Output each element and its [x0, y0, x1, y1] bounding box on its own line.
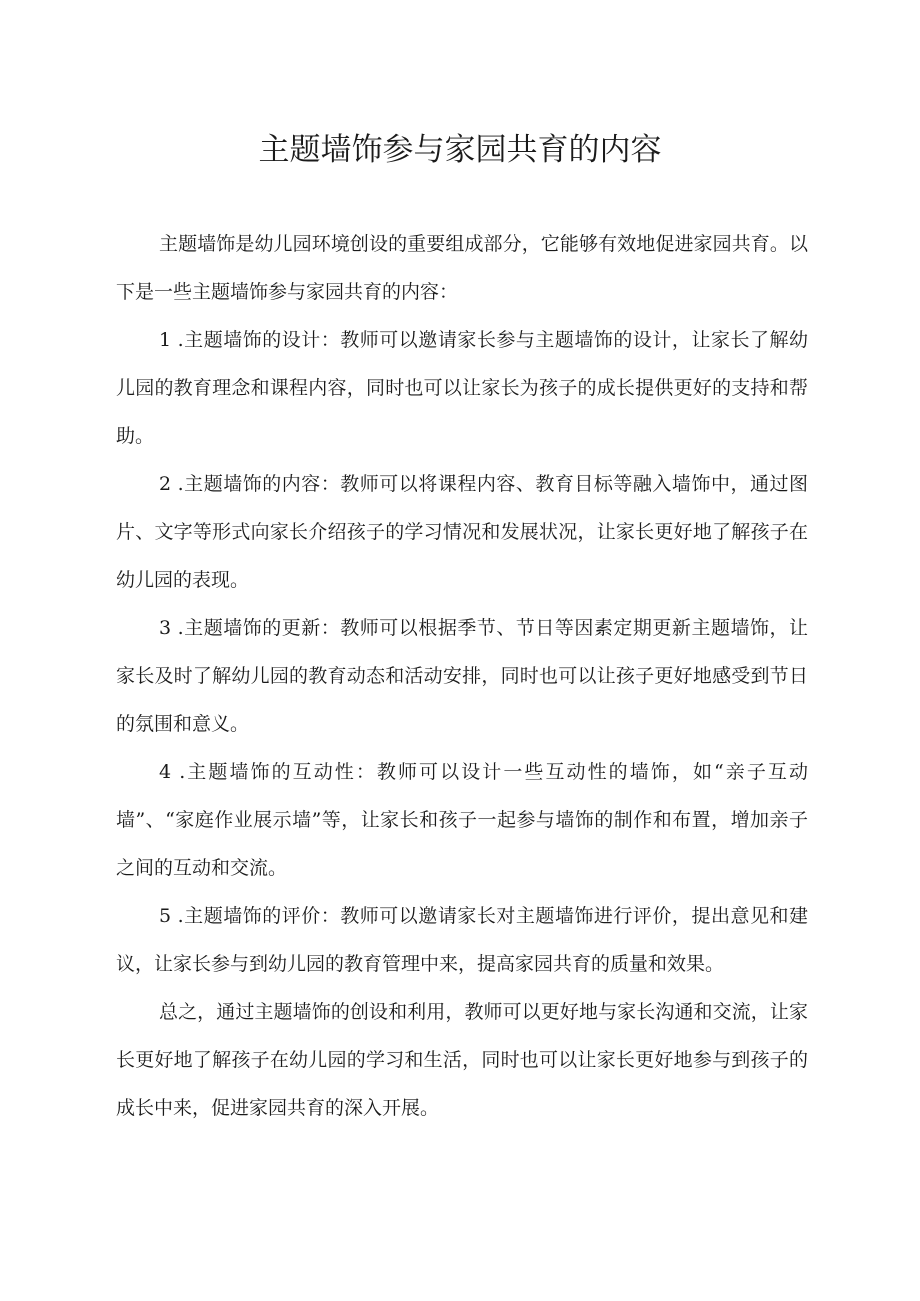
item-update-paragraph: 3 .主题墙饰的更新：教师可以根据季节、节日等因素定期更新主题墙饰，让家长及时了解幼儿园的教育动态和活动安排，同时也可以让孩子更好地感受到节日的氛围和意义。: [116, 617, 808, 735]
intro-paragraph: 主题墙饰是幼儿园环境创设的重要组成部分，它能够有效地促进家园共育。以下是一些主题墙饰参与家园共育的内容：: [116, 233, 808, 303]
conclusion-paragraph: 总之，通过主题墙饰的创设和利用，教师可以更好地与家长沟通和交流，让家长更好地了解孩子在幼儿园的学习和生活，同时也可以让家长更好地参与到孩子的成长中来，促进家园共育的深入开展。: [116, 1001, 808, 1119]
item-content-paragraph: 2 .主题墙饰的内容：教师可以将课程内容、教育目标等融入墙饰中，通过图片、文字等形式向家长介绍孩子的学习情况和发展状况，让家长更好地了解孩子在幼儿园的表现。: [116, 473, 808, 591]
page-title: 主题墙饰参与家园共育的内容: [258, 132, 662, 168]
item-evaluation-paragraph: 5 .主题墙饰的评价：教师可以邀请家长对主题墙饰进行评价，提出意见和建议，让家长参与到幼儿园的教育管理中来，提高家园共育的质量和效果。: [116, 905, 808, 975]
document-body: [116, 220, 808, 1132]
item-interaction-paragraph: 4 .主题墙饰的互动性：教师可以设计一些互动性的墙饰，如“亲子互动墙”、“家庭作业展示墙”等，让家长和孩子一起参与墙饰的制作和布置，增加亲子之间的互动和交流。: [116, 761, 808, 879]
item-design-paragraph: 1 .主题墙饰的设计：教师可以邀请家长参与主题墙饰的设计，让家长了解幼儿园的教育理念和课程内容，同时也可以让家长为孩子的成长提供更好的支持和帮助。: [116, 329, 808, 447]
